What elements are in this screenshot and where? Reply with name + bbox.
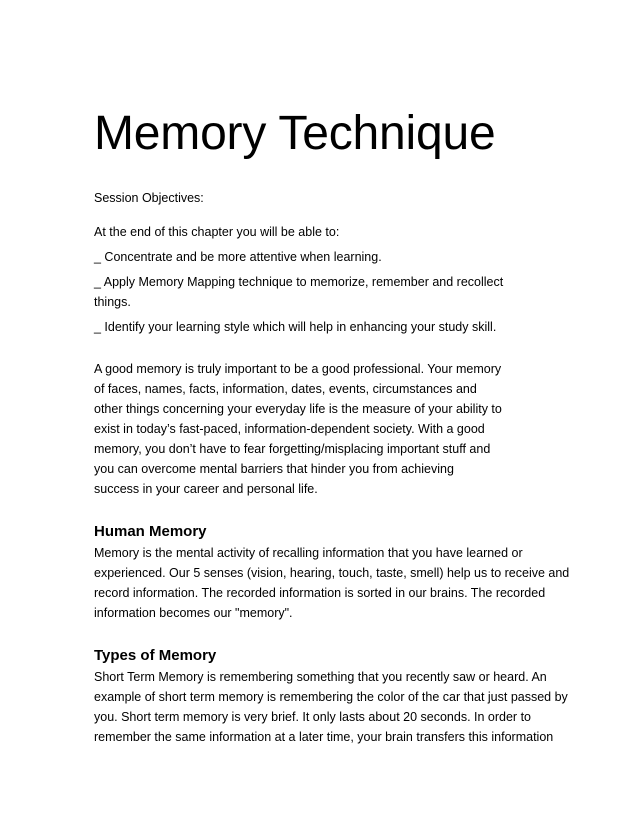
intro-paragraph bbox=[94, 359, 544, 499]
session-objectives-label: Session Objectives: bbox=[94, 191, 204, 205]
paragraph-line: information becomes our "memory". bbox=[94, 606, 293, 620]
paragraph-line: remember the same information at a later time, your brain transfers this information bbox=[94, 730, 554, 744]
objective-item bbox=[94, 317, 544, 337]
objective-item bbox=[94, 247, 544, 267]
objective-line: _ Identify your learning style which will help in enhancing your study skill. bbox=[94, 320, 497, 334]
paragraph-line: you can overcome mental barriers that hinder you from achieving bbox=[94, 462, 454, 476]
section-human-memory bbox=[94, 521, 570, 623]
objective-line: _ Concentrate and be more attentive when learning. bbox=[94, 250, 382, 264]
document-title: Memory Technique bbox=[94, 107, 496, 160]
section-heading: Types of Memory bbox=[94, 647, 217, 664]
objectives-intro: At the end of this chapter you will be able to: bbox=[94, 225, 340, 239]
paragraph-line: Memory is the mental activity of recalling information that you have learned or bbox=[94, 546, 523, 560]
paragraph-line: success in your career and personal life. bbox=[94, 482, 318, 496]
section-heading: Human Memory bbox=[94, 523, 207, 540]
objective-item bbox=[94, 272, 544, 312]
paragraph-line: record information. The recorded information is sorted in our brains. The recorded bbox=[94, 586, 546, 600]
paragraph-line: example of short term memory is remembering the color of the car that just passed by bbox=[94, 690, 568, 704]
paragraph-line: memory, you don’t have to fear forgetting/misplacing important stuff and bbox=[94, 442, 491, 456]
section-types-of-memory bbox=[94, 645, 568, 747]
paragraph-line: of faces, names, facts, information, dates, events, circumstances and bbox=[94, 382, 477, 396]
paragraph-line: other things concerning your everyday life is the measure of your ability to bbox=[94, 402, 502, 416]
paragraph-line: A good memory is truly important to be a good professional. Your memory bbox=[94, 362, 502, 376]
paragraph-line: experienced. Our 5 senses (vision, hearing, touch, taste, smell) help us to receive and bbox=[94, 566, 570, 580]
paragraph-line: exist in today’s fast-paced, information-dependent society. With a good bbox=[94, 422, 485, 436]
paragraph-line: Short Term Memory is remembering something that you recently saw or heard. An bbox=[94, 670, 547, 684]
objective-line: _ Apply Memory Mapping technique to memorize, remember and recollect bbox=[94, 275, 504, 289]
document-body bbox=[94, 106, 570, 747]
paragraph-line: you. Short term memory is very brief. It only lasts about 20 seconds. In order to bbox=[94, 710, 531, 724]
objective-line: things. bbox=[94, 295, 131, 309]
objectives-list bbox=[94, 247, 544, 337]
